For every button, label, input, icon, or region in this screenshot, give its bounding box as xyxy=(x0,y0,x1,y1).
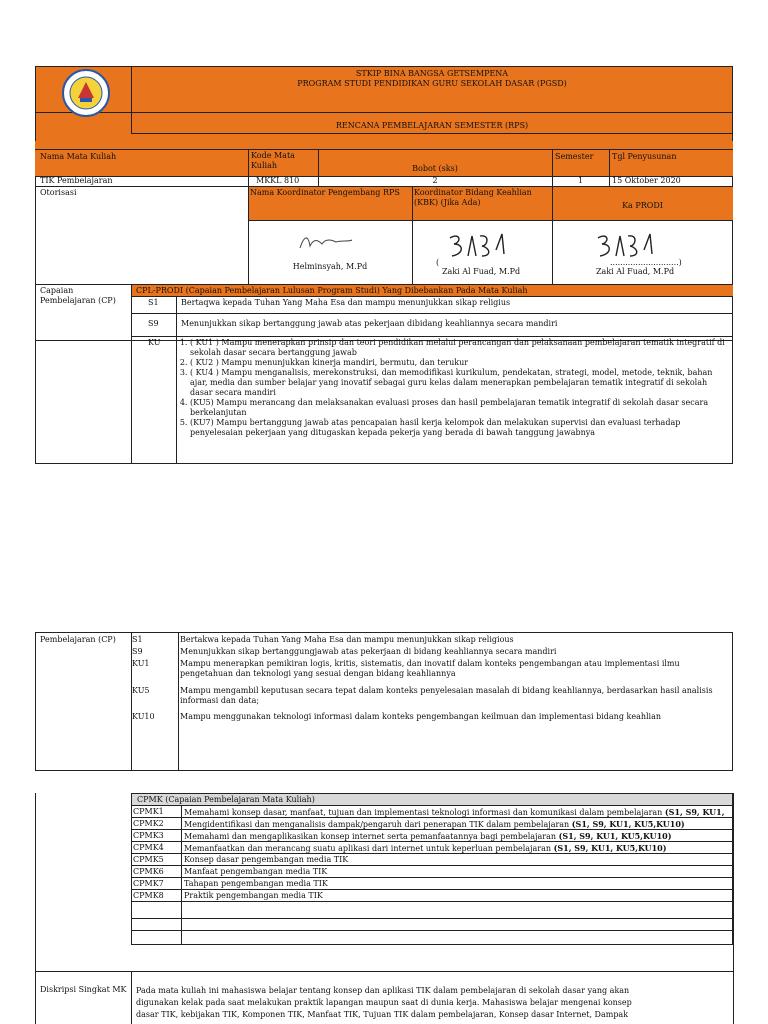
value-mata-kuliah: TIK Pembelajaran xyxy=(40,176,113,185)
cpmk-ref: (S1, S9, KU1, xyxy=(664,807,725,817)
doc-title: RENCANA PEMBELAJARAN SEMESTER (RPS) xyxy=(335,121,529,130)
name-kaprodi: Zaki Al Fuad, M.Pd xyxy=(596,267,675,276)
cpmk-text: Memanfaatkan dan merancang suatu aplikasi dari internet untuk keperluan pembelajaran xyxy=(184,844,552,853)
ku-item: 2. ( KU2 ) Mampu menunjukkan kinerja mandiri, bermutu, dan terukur xyxy=(190,358,731,368)
institution-logo xyxy=(60,68,112,118)
cp2-text: Menunjukkan sikap bertanggungjawab atas pekerjaan di bidang keahliannya secara mandiri xyxy=(180,647,557,656)
label-kbk: Koordinator Bidang Keahlian (KBK) (Jika Ada) xyxy=(414,188,532,207)
value-kode: MKKL 810 xyxy=(256,176,300,185)
deskripsi-line: digunakan kelak pada saat melakukan praktik lapangan maupun saat di dunia kerja. Mahasiswa belajar mengenai konsep xyxy=(136,998,632,1007)
ku-item: 1. ( KU1 ) Mampu menerapkan prinsip dan teori pendidikan melalui perancangan dan pelaksanaan pembelajaran tematik integratif di sekolah dasar secara bertanggung jawab xyxy=(190,338,731,358)
name-kbk: Zaki Al Fuad, M.Pd xyxy=(442,267,521,276)
cp2-code: KU10 xyxy=(132,712,155,721)
name-koordinator: Helminsyah, M.Pd xyxy=(292,262,368,271)
label-koordinator: Nama Koordinator Pengembang RPS xyxy=(250,188,400,197)
label-semester: Semester xyxy=(555,152,594,161)
cpmk-ref: (S1, S9, KU1, KU5,KU10) xyxy=(571,819,685,829)
cpmk-ref: (S1, S9, KU1, KU5,KU10) xyxy=(553,843,667,853)
ku-item: 5. (KU7) Mampu bertanggung jawab atas pencapaian hasil kerja kelompok dan melakukan supervisi dan evaluasi terhadap penyelesaian pekerjaan yang ditugaskan kepada pekerja yang berada di bawah tanggung jawabnya xyxy=(190,418,731,438)
cpmk-header: CPMK (Capaian Pembelajaran Mata Kuliah) xyxy=(137,795,315,804)
cpmk-code: CPMK2 xyxy=(133,819,164,828)
cp-s1-code: S1 xyxy=(148,298,159,307)
cpmk-code: CPMK1 xyxy=(133,807,164,816)
cp2-text: Bertakwa kepada Tuhan Yang Maha Esa dan mampu menunjukkan sikap religious xyxy=(180,635,514,644)
program-name: PROGRAM STUDI PENDIDIKAN GURU SEKOLAH DASAR (PGSD) xyxy=(297,79,567,88)
kaprodi-close: ...........................) xyxy=(610,258,682,267)
label-kaprodi: Ka PRODI xyxy=(622,201,663,210)
cpl-header: CPL-PRODI (Capaian Pembelajaran Lulusan Program Studi) Yang Dibebankan Pada Mata Kuliah xyxy=(136,286,528,295)
institution-name: STKIP BINA BANGSA GETSEMPENA xyxy=(355,69,509,78)
value-bobot: 2 xyxy=(432,176,438,185)
label-kode: Kode Mata Kuliah xyxy=(251,151,295,170)
cpmk-text: Mengidentifikasi dan menganalisis dampak/pengaruh dari penerapan TIK dalam pembelajaran xyxy=(184,820,570,829)
deskripsi-line: Pada mata kuliah ini mahasiswa belajar tentang konsep dan aplikasi TIK dalam pembelajaran di sekolah dasar yang akan xyxy=(136,986,630,995)
cpmk-code: CPMK7 xyxy=(133,879,164,888)
cpmk-code: CPMK4 xyxy=(133,843,164,852)
cp2-code: S1 xyxy=(132,635,143,644)
label-mata-kuliah: Nama Mata Kuliah xyxy=(40,152,117,161)
cp2-text: Mampu menerapkan pemikiran logis, kritis, sistematis, dan inovatif dalam konteks pengembangan atau implementasi ilmu pengetahuan dan teknologi yang sesuai dengan bidang keahliannya xyxy=(180,659,680,678)
cpmk-row xyxy=(184,807,732,818)
cp-s1-text: Bertaqwa kepada Tuhan Yang Maha Esa dan mampu menunjukkan sikap religius xyxy=(181,298,511,307)
cpmk-text: Memahami dan mengaplikasikan konsep internet serta pemanfaatannya bagi pembelajaran xyxy=(184,832,557,841)
cp2-text: Mampu mengambil keputusan secara tepat dalam konteks penyelesaian masalah di bidang keahliannya, berdasarkan hasil analisis informasi dan data; xyxy=(180,686,713,705)
cp2-code: S9 xyxy=(132,647,143,656)
label-bobot: Bobot (sks) xyxy=(412,164,458,173)
cpmk-code: CPMK8 xyxy=(133,891,164,900)
cp-ku-code: KU xyxy=(148,338,161,347)
label-deskripsi: Diskripsi Singkat MK xyxy=(40,985,127,994)
signature-zaki-kbk xyxy=(446,230,516,264)
kbk-open-paren: ( xyxy=(436,258,440,267)
cpmk-code: CPMK6 xyxy=(133,867,164,876)
cp-ku-list xyxy=(178,338,731,438)
ku-item: 3. ( KU4 ) Mampu menganalisis, merekonstruksi, dan memodifikasi kurikulum, pendekatan, strategi, model, metode, teknik, bahan ajar, media dan sumber belajar yang inovatif sebagai guru kelas dalam menerapkan pembelajaran tematik integratif di sekolah dasar secara mandiri xyxy=(190,368,731,398)
cpmk-ref: (S1, S9, KU1, KU5,KU10) xyxy=(558,831,672,841)
label-otorisasi: Otorisasi xyxy=(40,188,77,197)
deskripsi-line: dasar TIK, kebijakan TIK, Komponen TIK, Manfaat TIK, Tujuan TIK dalam pembelajaran, Konsep dasar Internet, Dampak xyxy=(136,1010,629,1019)
value-semester: 1 xyxy=(577,176,584,185)
ku-item: 4. (KU5) Mampu merancang dan melaksanakan evaluasi proses dan hasil pembelajaran tematik integratif di sekolah dasar secara berkelanjutan xyxy=(190,398,731,418)
cpmk-row xyxy=(184,831,732,842)
cpmk-text: Memahami konsep dasar, manfaat, tujuan dan implementasi teknologi informasi dan komunikasi dalam pembelajaran xyxy=(184,808,663,817)
cp2-code: KU1 xyxy=(132,659,150,668)
cpmk-row xyxy=(184,843,732,854)
cp2-code: KU5 xyxy=(132,686,150,695)
label-cp: Capaian Pembelajaran (CP) xyxy=(40,286,116,305)
cpmk-text: Tahapan pengembangan media TIK xyxy=(184,879,328,888)
cpmk-text: Manfaat pengembangan media TIK xyxy=(184,867,328,876)
cpmk-code: CPMK5 xyxy=(133,855,164,864)
cpmk-row xyxy=(184,819,732,830)
value-tgl: 15 Oktober 2020 xyxy=(612,176,681,185)
cpmk-code: CPMK3 xyxy=(133,831,164,840)
label-tgl: Tgl Penyusunan xyxy=(612,152,677,161)
cp2-text: Mampu menggunakan teknologi informasi dalam konteks pengembangan keilmuan dan implementasi bidang keahlian xyxy=(180,712,662,721)
signature-helminsyah xyxy=(296,230,356,258)
cp-s9-code: S9 xyxy=(148,319,159,328)
cp-s9-text: Menunjukkan sikap bertanggung jawab atas pekerjaan dibidang keahliannya secara mandiri xyxy=(181,319,558,328)
label-cp2: Pembelajaran (CP) xyxy=(40,635,116,644)
cpmk-text: Praktik pengembangan media TIK xyxy=(184,891,323,900)
cpmk-text: Konsep dasar pengembangan media TIK xyxy=(184,855,349,864)
